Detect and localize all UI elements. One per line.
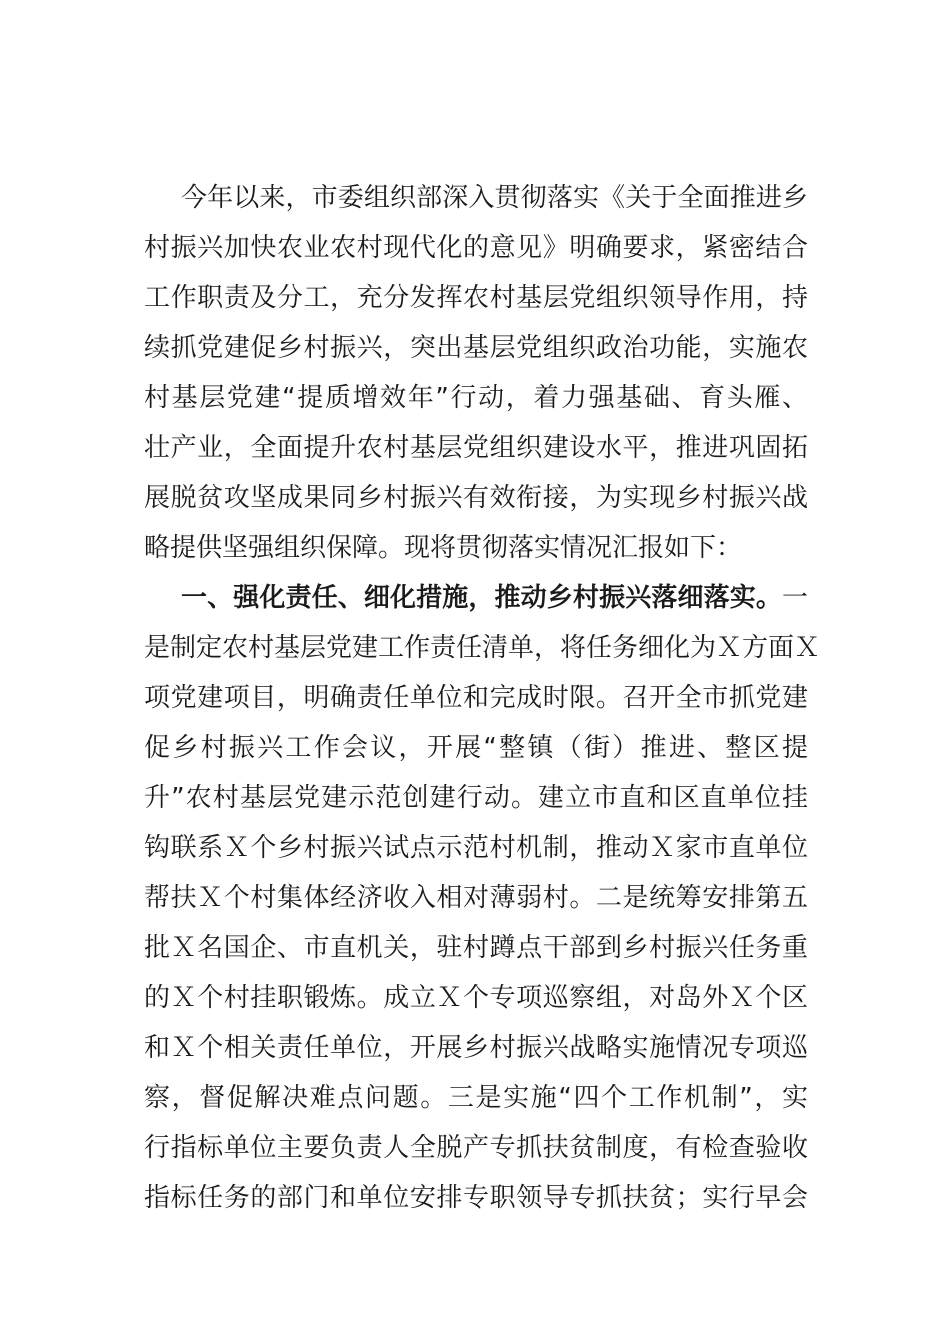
text-line: 村基层党建“提质增效年”行动，着力强基础、育头雁、 xyxy=(144,383,808,413)
text-line: 促乡村振兴工作会议，开展“整镇（街）推进、整区提 xyxy=(144,733,808,763)
text-line: 行指标单位主要负责人全脱产专抓扶贫制度，有检查验收 xyxy=(144,1133,808,1163)
text-line: 察，督促解决难点问题。三是实施“四个工作机制”，实 xyxy=(144,1083,808,1113)
body-text xyxy=(144,173,821,1223)
text-line: 的Ｘ个村挂职锻炼。成立Ｘ个专项巡察组，对岛外Ｘ个区 xyxy=(144,983,808,1013)
text-line: 展脱贫攻坚成果同乡村振兴有效衔接，为实现乡村振兴战 xyxy=(144,483,808,513)
text-line: 指标任务的部门和单位安排专职领导专抓扶贫；实行早会 xyxy=(144,1183,808,1213)
text-line: 帮扶Ｘ个村集体经济收入相对薄弱村。二是统筹安排第五 xyxy=(144,883,808,913)
text-line: 村振兴加快农业农村现代化的意见》明确要求，紧密结合 xyxy=(144,233,808,263)
text-line: 今年以来，市委组织部深入贯彻落实《关于全面推进乡 xyxy=(181,183,808,213)
text-line: 批Ｘ名国企、市直机关，驻村蹲点干部到乡村振兴任务重 xyxy=(144,933,808,963)
text-line: 项党建项目，明确责任单位和完成时限。召开全市抓党建 xyxy=(144,683,808,713)
text-line: 钩联系Ｘ个乡村振兴试点示范村机制，推动Ｘ家市直单位 xyxy=(144,833,808,863)
text-line: 续抓党建促乡村振兴，突出基层党组织政治功能，实施农 xyxy=(144,333,808,363)
section-lead-text: 一 xyxy=(781,583,808,613)
text-line: 升”农村基层党建示范创建行动。建立市直和区直单位挂 xyxy=(144,783,808,813)
text-line: 略提供坚强组织保障。现将贯彻落实情况汇报如下： xyxy=(144,533,743,563)
text-line: 和Ｘ个相关责任单位，开展乡村振兴战略实施情况专项巡 xyxy=(144,1033,808,1063)
paragraph-intro xyxy=(144,173,808,573)
text-line: 是制定农村基层党建工作责任清单，将任务细化为Ｘ方面Ｘ xyxy=(144,633,821,663)
text-line: 工作职责及分工，充分发挥农村基层党组织领导作用，持 xyxy=(144,283,808,313)
paragraph-section-one xyxy=(144,573,821,1223)
text-line: 壮产业，全面提升农村基层党组织建设水平，推进巩固拓 xyxy=(144,433,808,463)
text-line xyxy=(144,573,808,623)
section-heading: 一、强化责任、细化措施，推动乡村振兴落细落实。 xyxy=(181,583,782,613)
